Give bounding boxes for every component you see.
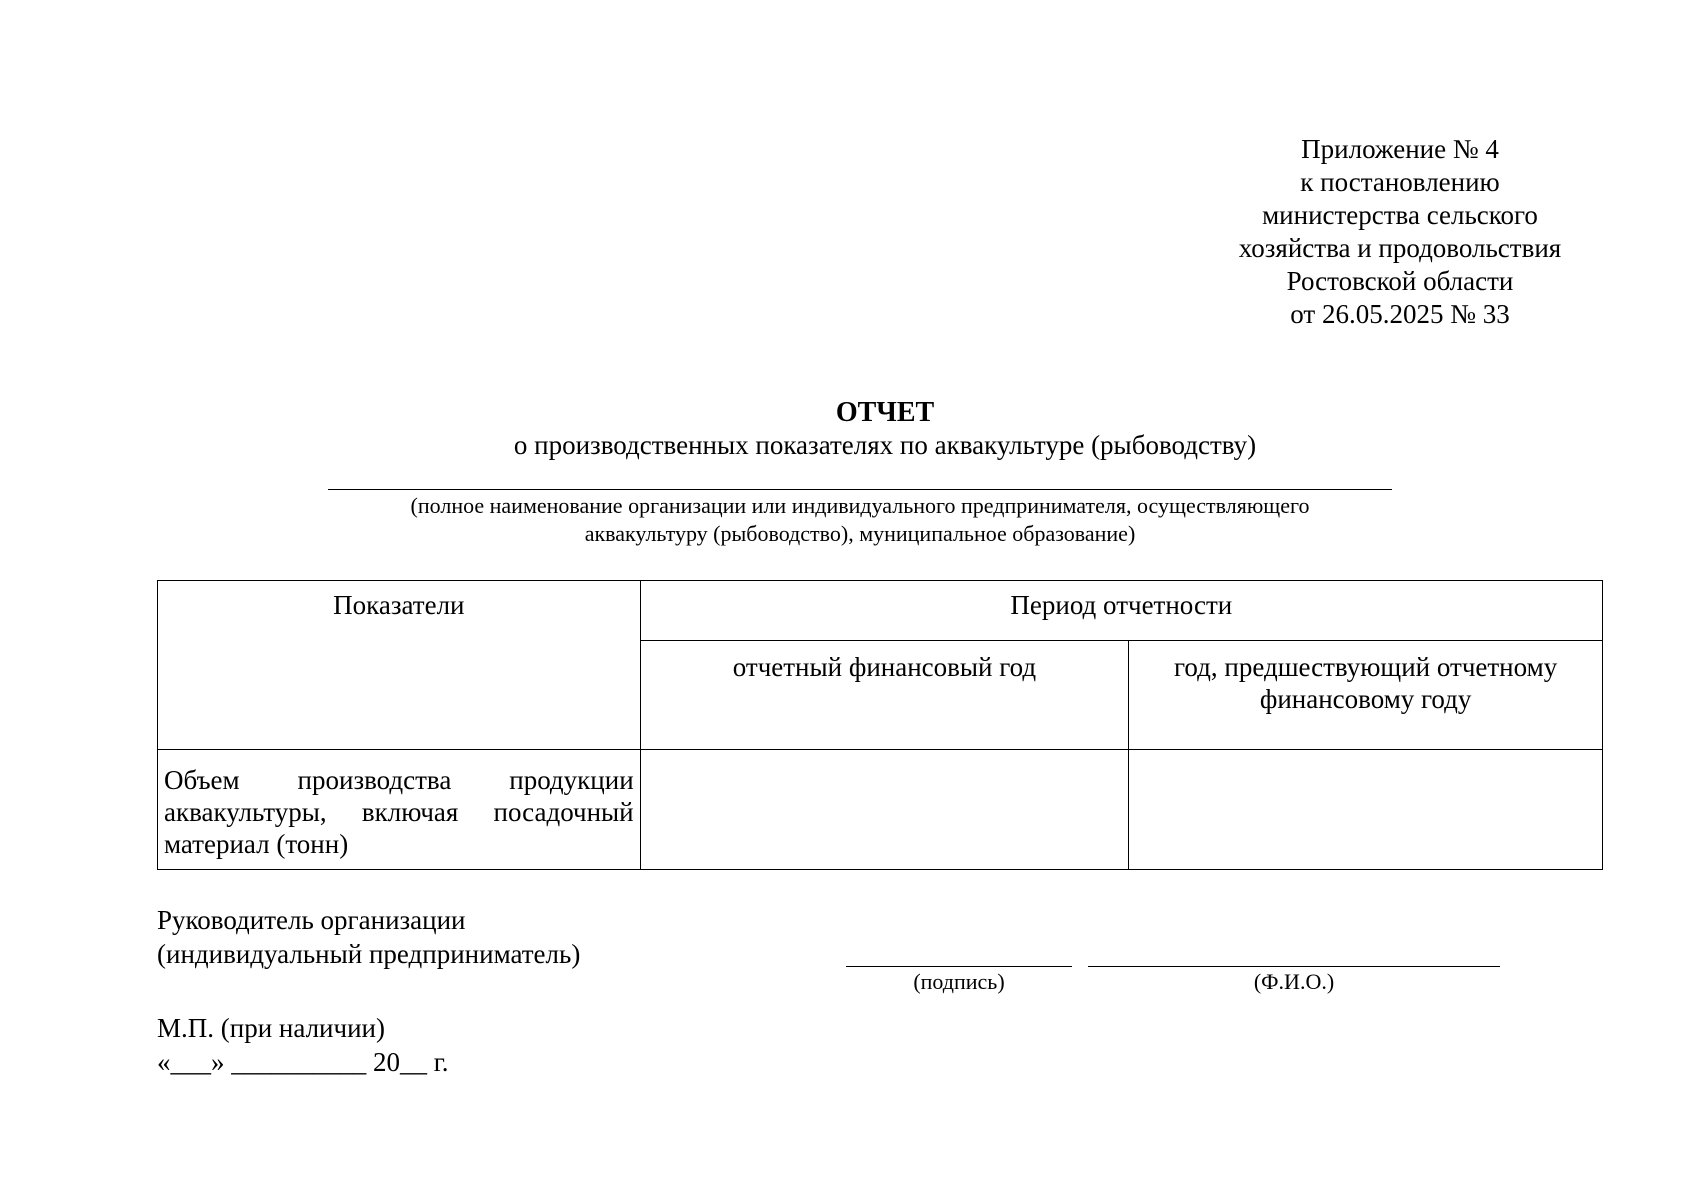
appendix-line: министерства сельского [1262, 200, 1538, 230]
signature-line[interactable] [846, 966, 1072, 967]
stamp-label: М.П. (при наличии) [157, 1013, 385, 1043]
indicator-label: Объем производства продукции аквакультуры, включая посадочный материал (тонн) [164, 765, 634, 859]
appendix-line: Приложение № 4 [1301, 134, 1499, 164]
appendix-line: к постановлению [1300, 167, 1500, 197]
stamp-and-date-block [157, 1011, 449, 1079]
header-current-year [640, 641, 1129, 750]
report-title: ОТЧЕТ [835, 397, 935, 428]
date-field[interactable]: «___» __________ 20__ г. [157, 1047, 449, 1077]
header-indicators [158, 581, 641, 750]
header-current-year-label: отчетный финансовый год [732, 652, 1037, 682]
previous-year-value-cell[interactable] [1129, 750, 1603, 870]
indicator-cell [158, 750, 641, 870]
table-header-row [158, 581, 1603, 641]
head-label-line: Руководитель организации [157, 905, 466, 935]
appendix-line: Ростовской области [1286, 266, 1514, 296]
appendix-line: хозяйства и продовольствия [1238, 233, 1562, 263]
header-period [640, 581, 1602, 641]
signature-hint: (подпись) [913, 969, 1005, 994]
report-table [157, 580, 1603, 870]
appendix-line: от 26.05.2025 № 33 [1290, 299, 1510, 329]
head-label-line: (индивидуальный предприниматель) [157, 939, 581, 969]
table-row [158, 750, 1603, 870]
organization-hint-line: аквакультуру (рыбоводство), муниципальное образование) [584, 521, 1136, 546]
organization-name-hint [330, 492, 1390, 548]
header-previous-year [1129, 641, 1603, 750]
head-of-organization-label [157, 903, 580, 971]
full-name-hint: (Ф.И.О.) [1253, 969, 1335, 994]
header-previous-year-label: год, предшествующий отчетному финансовому году [1174, 652, 1558, 714]
current-year-value-cell[interactable] [640, 750, 1129, 870]
organization-name-line[interactable] [328, 489, 1392, 490]
full-name-line[interactable] [1088, 966, 1500, 967]
header-indicators-label: Показатели [333, 590, 465, 620]
report-subtitle: о производственных показателях по аквакультуре (рыбоводству) [513, 430, 1257, 460]
header-period-label: Период отчетности [1010, 590, 1233, 620]
organization-hint-line: (полное наименование организации или индивидуального предпринимателя, осуществляющего [410, 493, 1310, 518]
appendix-block [1160, 133, 1640, 331]
